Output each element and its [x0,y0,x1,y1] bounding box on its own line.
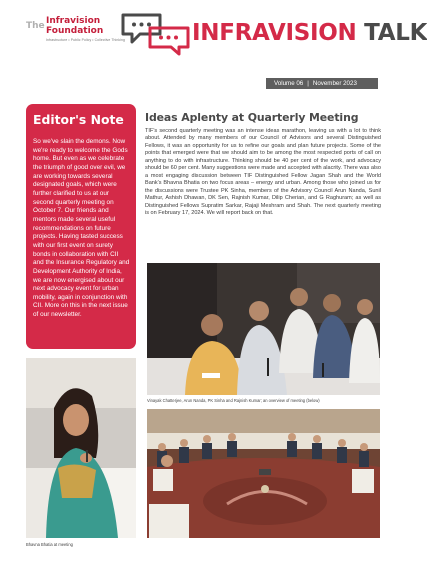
meeting-panel-photo [147,263,380,395]
logo-name-text: Infravision [46,16,101,26]
logo-foundation-text: Foundation [46,26,104,36]
meeting-overview-photo [147,409,380,538]
issue-volume: Volume 06 [274,80,304,87]
masthead-title [192,20,427,46]
bhavna-bhatia-photo [26,358,136,538]
editors-note-box [26,104,136,349]
logo-tagline-text: Infrastructure • Public Policy • Collective Thinking [46,38,125,42]
article-body: TIF's second quarterly meeting was an intense ideas marathon, leaving us with a lot to think about. Attended by many members of our Council of Advisors and several Distinguished Fellows, it was an opportunity for us to refine our goals and plan future projects. Some of the points that emerged were that we should aim to be among the most respected ports of call on anything to do with infrastructure. Thinking should be 40 per cent of the work, and advocacy should be 60 per cent. Many suggestions were made and accepted with alacrity. There was also a most engaging discussion between TIF Distinguished Fellow Jagan Shah and the World Bank's Bhavna Bhatia on two focus areas – energy and urban. Among those who joined us for the discussions were Trustee PK Sinha, members of the Advisory Council Arun Nanda, Sunil Mathur, Ashish Dhawan, DK Sen, Rajnish Kumar, Dilip Cherian, and G Raghuram; as well as Distinguished Fellows Supratim Sarkar, Rajaji Meshram and Shah. The next quarterly meeting is on February 17, 2024. We will report back on that. [145,128,381,216]
bhavna-photo-caption: Bhavna Bhatia at meeting [26,542,73,547]
article-headline: Ideas Aplenty at Quarterly Meeting [145,111,359,124]
infravision-foundation-logo [26,14,125,48]
issue-date: November 2023 [312,80,357,87]
logo-the-text: The [26,21,45,31]
editors-note-title: Editor's Note [33,112,124,127]
meeting-photo-caption: Vinayak Chatterjee, Arun Nanda, PK Sinha and Rajnish Kumar; an overview of meeting (below) [147,398,320,403]
issue-separator: | [307,80,309,87]
masthead-infravision: INFRAVISION [192,20,357,46]
speech-bubbles-icon [120,12,192,56]
masthead-talk: TALK [364,20,427,46]
editors-note-body: So we've slain the demons. Now we're ready to welcome the Gods home. But even as we celebrate the triumph of good over evil, we are working towards several designated goals, which were further clarified to us at our second quarterly meeting on October 7. Our friends and mentors made several useful recommendations on future projects. Having tasted success with our first event on surety bonds in collaboration with CII and the Insurance Regulatory and Development Authority of India, we are now energised about our next advocacy event for urban mobility, again in conjunction with CII. More on this in the next issue of our newsletter. [33,138,130,319]
issue-bar [266,78,378,89]
